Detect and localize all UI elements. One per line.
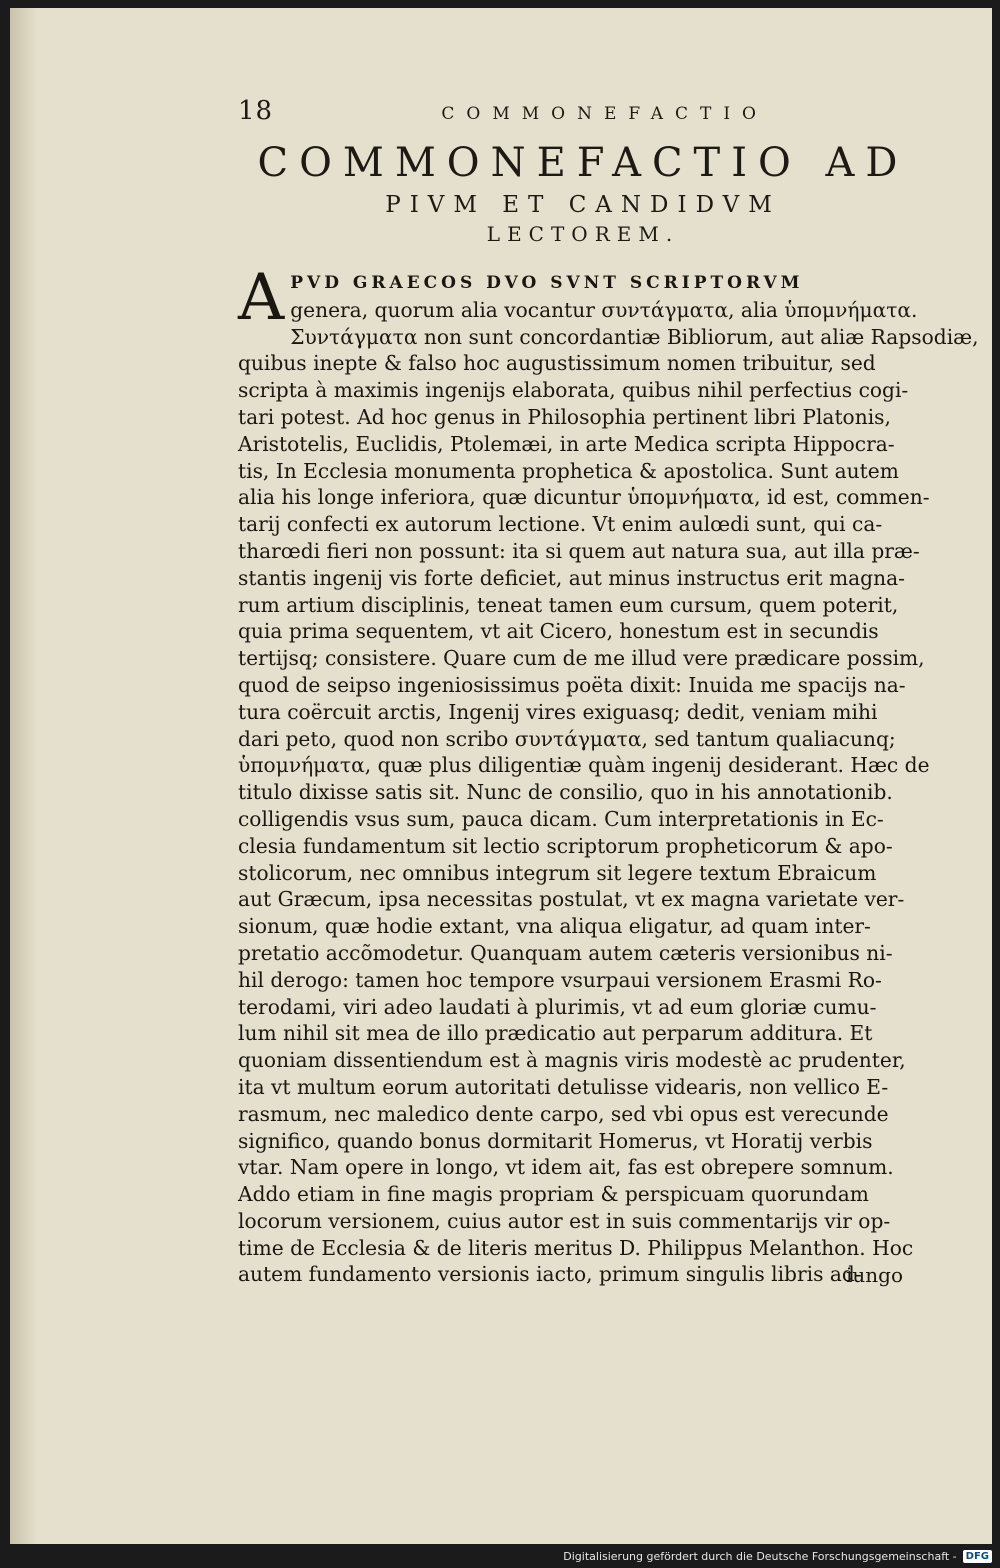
text-line: stantis ingenij vis forte deficiet, aut minus instructus erit magna- — [238, 565, 905, 590]
text-line: rum artium disciplinis, teneat tamen eum cursum, quem poterit, — [238, 592, 899, 617]
opening-caps-line: PVD GRAECOS DVO SVNT SCRIPTORVM — [290, 273, 804, 293]
text-line: lum nihil sit mea de illo prædicatio aut perparum additura. Et — [238, 1021, 873, 1046]
text-line: rasmum, nec maledico dente carpo, sed vbi opus est verecunde — [238, 1101, 889, 1126]
text-line: tis, In Ecclesia monumenta prophetica & apostolica. Sunt autem — [238, 458, 899, 483]
text-line: pretatio accõmodetur. Quanquam autem cæteris versionibus ni- — [238, 940, 893, 965]
text-line: Addo etiam in fine magis propriam & perspicuam quorundam — [238, 1182, 869, 1207]
text-line: quod de seipso ingeniosissimus poëta dixit: Inuida me spacijs na- — [238, 672, 906, 697]
text-line: vtar. Nam opere in longo, vt idem ait, fas est obrepere somnum. — [238, 1155, 894, 1180]
text-line: aut Græcum, ipsa necessitas postulat, vt ex magna varietate ver- — [238, 887, 905, 912]
title-line-2: PIVM ET CANDIDVM — [385, 192, 781, 218]
title-line-3: LECTOREM. — [486, 222, 680, 246]
gutter-shadow — [10, 8, 38, 1544]
text-line: dari peto, quod non scribo συντάγματα, sed tantum qualiacunq; — [238, 726, 896, 751]
scanned-page — [10, 8, 992, 1544]
text-line: quia prima sequentem, vt ait Cicero, honestum est in secundis — [238, 619, 879, 644]
text-line: ὑπομνήματα, quæ plus diligentiæ quàm ingenij desiderant. Hæc de — [238, 753, 930, 778]
text-line: clesia fundamentum sit lectio scriptorum propheticorum & apo- — [238, 833, 893, 858]
text-line: hil derogo: tamen hoc tempore vsurpaui versionem Erasmi Ro- — [238, 967, 882, 992]
text-line: colligendis vsus sum, pauca dicam. Cum interpretationis in Ec- — [238, 806, 884, 831]
text-lines — [238, 297, 979, 1288]
text-line: terodami, viri adeo laudati à plurimis, vt ad eum gloriæ cumu- — [238, 994, 877, 1019]
text-line: scripta à maximis ingenijs elaborata, quibus nihil perfectius cogi- — [238, 378, 909, 403]
text-line: tharœdi fieri non possunt: ita si quem aut natura sua, aut illa præ- — [238, 538, 920, 563]
text-line: tertijsq; consistere. Quare cum de me illud vere prædicare possim, — [238, 646, 925, 671]
text-line: sionum, quæ hodie extant, vna aliqua eligatur, ad quam inter- — [238, 914, 871, 939]
text-line: quoniam dissentiendum est à magnis viris modestè ac prudenter, — [238, 1048, 906, 1073]
body-text — [238, 261, 979, 1288]
drop-cap: A — [238, 261, 285, 335]
text-line: ita vt multum eorum autoritati detulisse videaris, non vellico E- — [238, 1074, 889, 1099]
text-line: titulo dixisse satis sit. Nunc de consilio, quo in his annotationib. — [238, 780, 893, 805]
text-line: autem fundamento versionis iacto, primum singulis libris ad- — [238, 1262, 862, 1287]
catchword: iungo — [846, 1263, 904, 1287]
text-line: significo, quando bonus dormitarit Homerus, vt Horatij verbis — [238, 1128, 873, 1153]
text-line: tari potest. Ad hoc genus in Philosophia pertinent libri Platonis, — [238, 404, 891, 429]
footer-bar — [0, 1544, 1000, 1568]
text-line: stolicorum, nec omnibus integrum sit legere textum Ebraicum — [238, 860, 877, 885]
text-line: alia his longe inferiora, quæ dicuntur ὑπομνήματα, id est, commen- — [238, 485, 930, 510]
text-line: tura coërcuit arctis, Ingenij vires exiguasq; dedit, veniam mihi — [238, 699, 878, 724]
footer-credit: Digitalisierung gefördert durch die Deutsche Forschungsgemeinschaft - — [563, 1549, 957, 1563]
page-number: 18 — [238, 96, 274, 126]
running-head: COMMONEFACTIO — [441, 104, 768, 124]
text-line: time de Ecclesia & de literis meritus D. Philippus Melanthon. Hoc — [238, 1235, 914, 1260]
page-header — [238, 96, 918, 126]
title-block — [238, 140, 928, 246]
text-line: quibus inepte & falso hoc augustissimum nomen tribuitur, sed — [238, 351, 876, 376]
text-line: Aristotelis, Euclidis, Ptolemæi, in arte Medica scripta Hippocra- — [238, 431, 895, 456]
text-line: genera, quorum alia vocantur συντάγματα, alia ὑπομνήματα. — [290, 297, 918, 322]
text-line: Συντάγματα non sunt concordantiæ Bibliorum, aut aliæ Rapsodiæ, — [290, 324, 979, 349]
title-line-1: COMMONEFACTIO AD — [257, 140, 909, 186]
text-line: tarij confecti ex autorum lectione. Vt enim aulœdi sunt, qui ca- — [238, 512, 883, 537]
dfg-logo: DFG — [963, 1550, 992, 1563]
text-line: locorum versionem, cuius autor est in suis commentarijs vir op- — [238, 1208, 891, 1233]
